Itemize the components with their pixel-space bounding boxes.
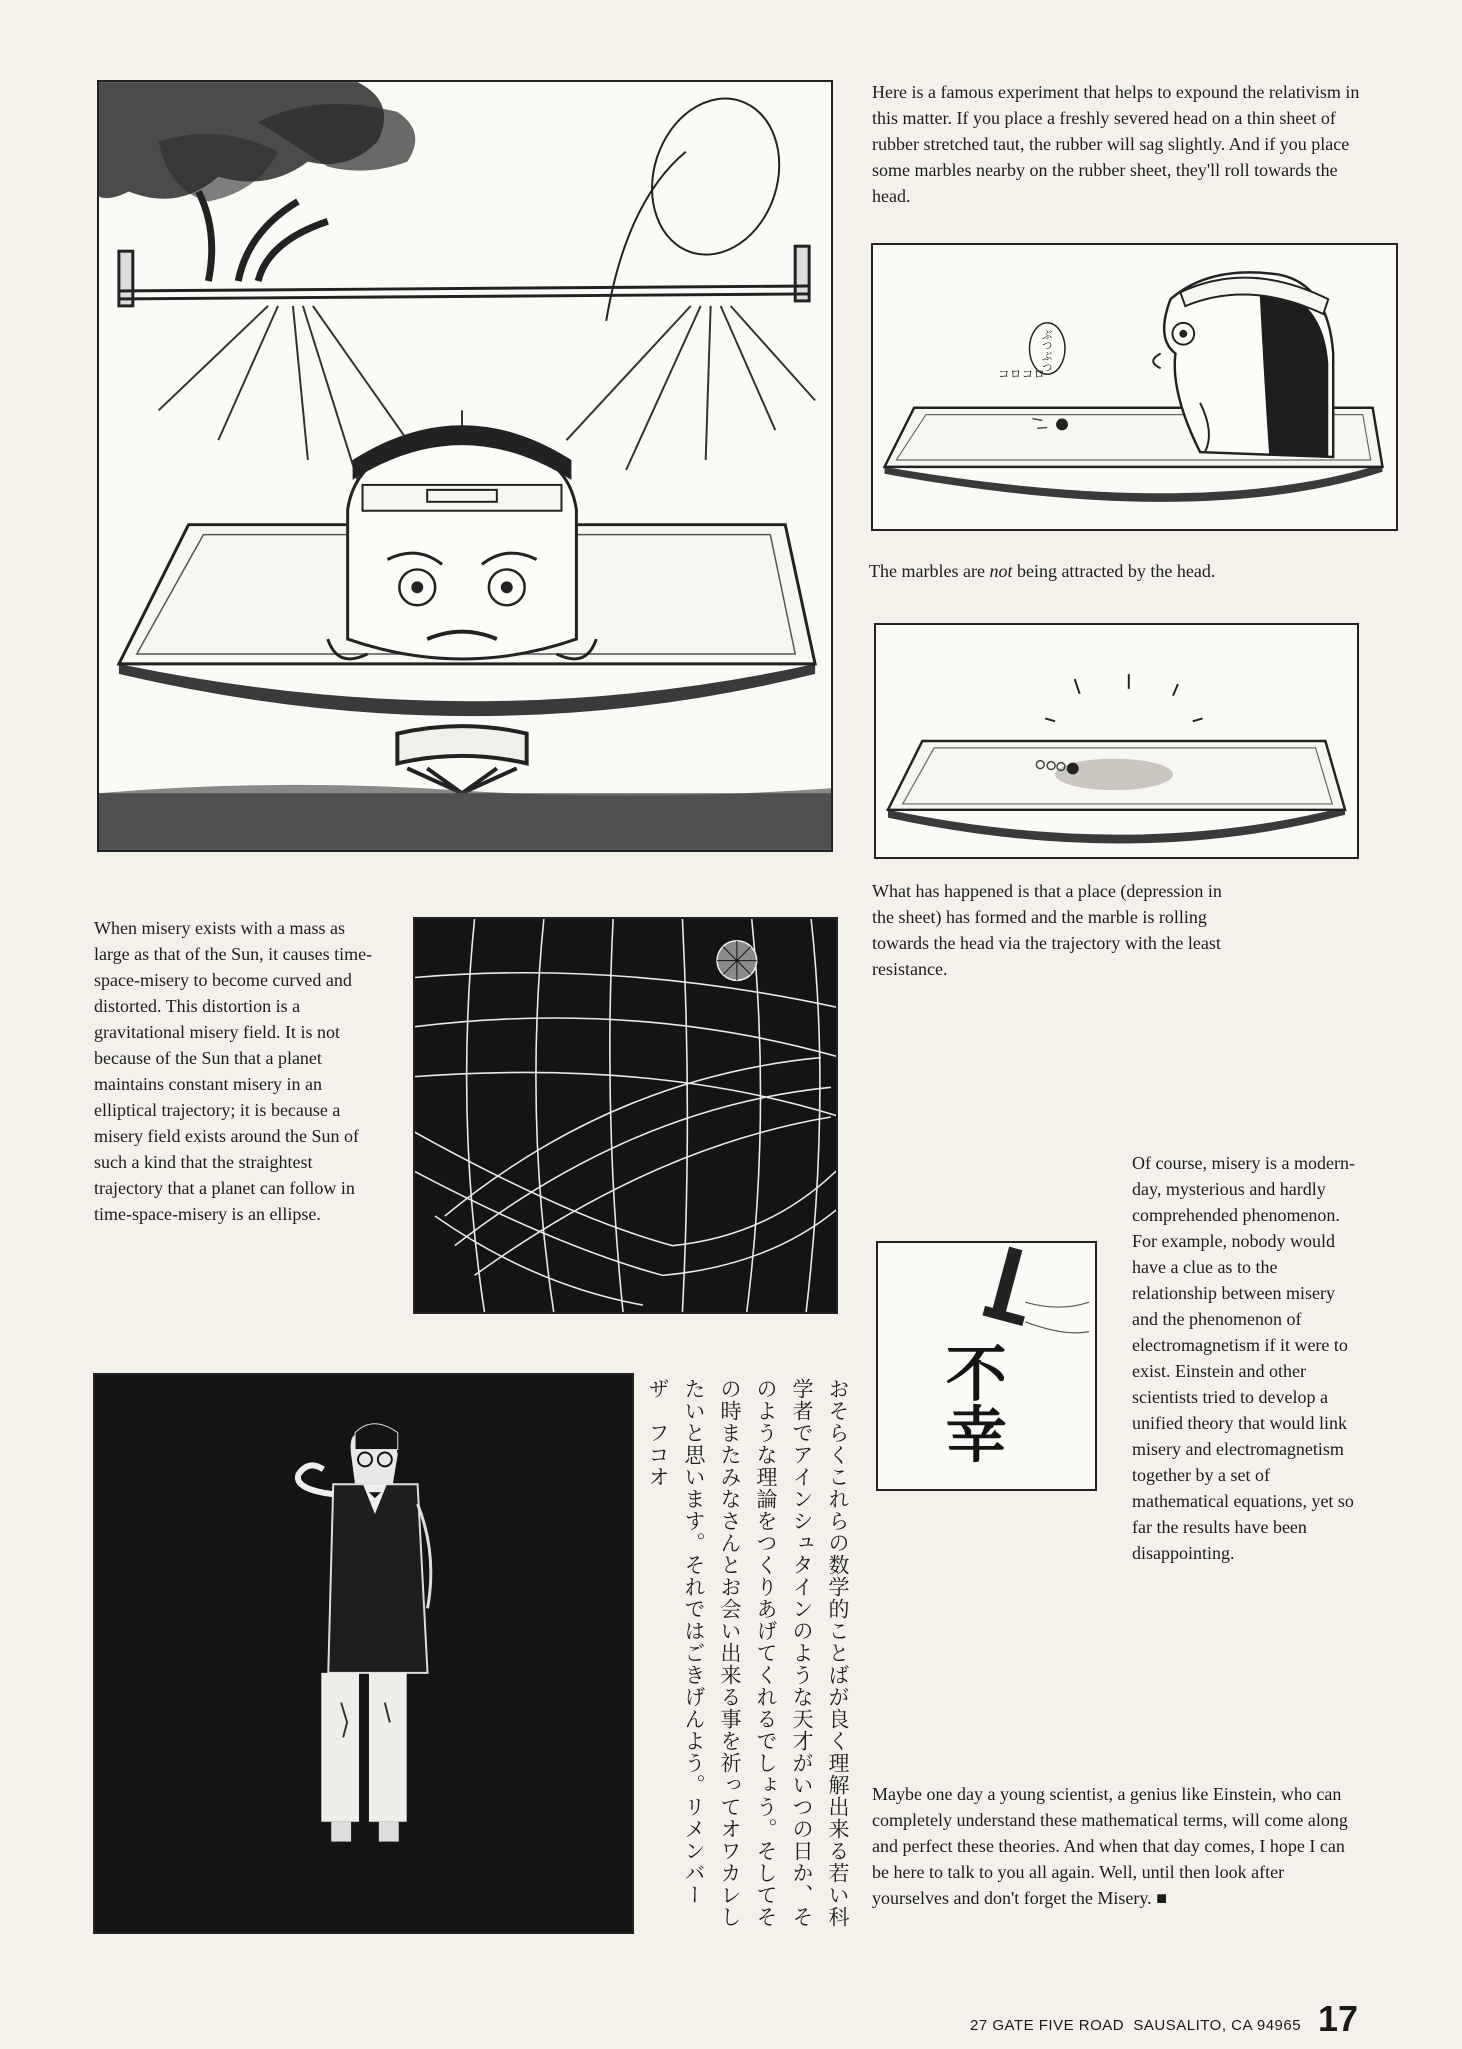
japanese-column: ザ フコオ bbox=[646, 1378, 670, 1488]
sun-sphere-pattern bbox=[717, 941, 757, 981]
misery-mass-text: When misery exists with a mass as large as that of the Sun, it causes time-space-misery to become curved and distorted. This distortion is a gravitational misery field. It is not because of the Sun that a planet maintains constant misery in an elliptical trajectory; it is because a misery field exists around the Sun of such a kind that the straightest trajectory that a planet can follow in time-space-misery is an ellipse. bbox=[94, 918, 373, 1224]
moon bbox=[632, 82, 798, 271]
happened-text: What has happened is that a place (depression in the sheet) has formed and the marble is rolling towards the head via the trajectory with the least resistance. bbox=[872, 881, 1222, 979]
illustration-head-on-rubber-sheet bbox=[97, 80, 833, 852]
marble bbox=[1056, 419, 1068, 431]
head-marbles-drawing bbox=[873, 245, 1396, 529]
intro-text: Here is a famous experiment that helps to expound the relativism in this matter. If you place a freshly severed head on a thin sheet of rubber stretched taut, the rubber will sag slightly. And if you place some marbles nearby on the rubber sheet, they'll roll towards the head. bbox=[872, 82, 1360, 206]
japanese-column: のような理論をつくりあげてくれるでしょう。そしてそ bbox=[754, 1378, 778, 1928]
happened-paragraph bbox=[872, 878, 1242, 982]
japanese-column: 学者でアインシュタインのような天才がいつの日か、そ bbox=[790, 1378, 814, 1928]
space-grid-drawing bbox=[415, 919, 836, 1312]
kanji-sign-drawing bbox=[878, 1243, 1095, 1489]
japanese-column: の時またみなさんとお会い出来る事を祈ってオワカレし bbox=[718, 1378, 742, 1928]
page-number: 17 bbox=[1318, 1998, 1359, 2039]
closing-text: Maybe one day a young scientist, a genius like Einstein, who can completely understand these mathematical terms, will come along and perfect these theories. And when that day comes, I hope I can be here to talk to you all again. Well, until then look after yourselves and don't forget the Misery. bbox=[872, 1784, 1348, 1908]
rubber-sheet-sag bbox=[119, 664, 815, 716]
marbles-text-after: being attracted by the head. bbox=[1012, 561, 1216, 581]
japanese-vertical-text bbox=[640, 1378, 856, 1938]
japanese-column: たいと思います。それではごきげんよう。リメンバー bbox=[682, 1378, 706, 1906]
sheet-sag bbox=[885, 464, 1383, 502]
speech-bubble-text: ぶつぶつ bbox=[1040, 328, 1054, 373]
intro-paragraph bbox=[872, 79, 1362, 209]
marble-rolling-drawing bbox=[876, 625, 1357, 857]
illustration-marble-rolling bbox=[874, 623, 1359, 859]
illustration-head-with-marbles bbox=[871, 243, 1398, 531]
kanji-sign-text: 不幸 bbox=[935, 1341, 1007, 1464]
end-mark: ■ bbox=[1156, 1888, 1168, 1908]
sheet-depression bbox=[888, 807, 1345, 844]
rolling-marble bbox=[1067, 763, 1079, 775]
marbles-text-em: not bbox=[989, 561, 1013, 581]
severed-head bbox=[328, 425, 597, 659]
modern-day-paragraph bbox=[1132, 1150, 1364, 1566]
closing-paragraph bbox=[872, 1781, 1362, 1911]
japanese-column: おそらくこれらの数学的ことばが良く理解出来る若い科 bbox=[826, 1378, 850, 1928]
illustration-man-in-suit bbox=[93, 1373, 634, 1934]
pine-tree bbox=[99, 82, 415, 201]
marble-sfx: コロコロ bbox=[997, 367, 1046, 382]
illustration-curved-space-grid bbox=[413, 917, 838, 1314]
head-on-sheet-drawing bbox=[99, 82, 831, 850]
impact-lines bbox=[1045, 674, 1202, 721]
marbles-caption bbox=[869, 558, 1389, 584]
footer-address: 27 GATE FIVE ROAD SAUSALITO, CA 94965 bbox=[970, 2017, 1302, 2034]
pine-trunk bbox=[198, 192, 327, 282]
marbles-text-before: The marbles are bbox=[869, 561, 990, 581]
illustration-kanji-sign bbox=[876, 1241, 1097, 1491]
modern-day-text: Of course, misery is a modern-day, mysterious and hardly comprehended phenomenon. For example, nobody would have a clue as to the relationship between misery and the phenomenon of electromagnetism if it were to exist. Einstein and other scientists tried to develop a unified theory that would link misery and electromagnetism together by a set of mathematical equations, yet so far the results have been disappointing. bbox=[1132, 1153, 1355, 1563]
man-in-suit-drawing bbox=[95, 1375, 632, 1932]
sword-hilt bbox=[984, 1248, 1089, 1333]
misery-mass-paragraph bbox=[94, 915, 384, 1227]
